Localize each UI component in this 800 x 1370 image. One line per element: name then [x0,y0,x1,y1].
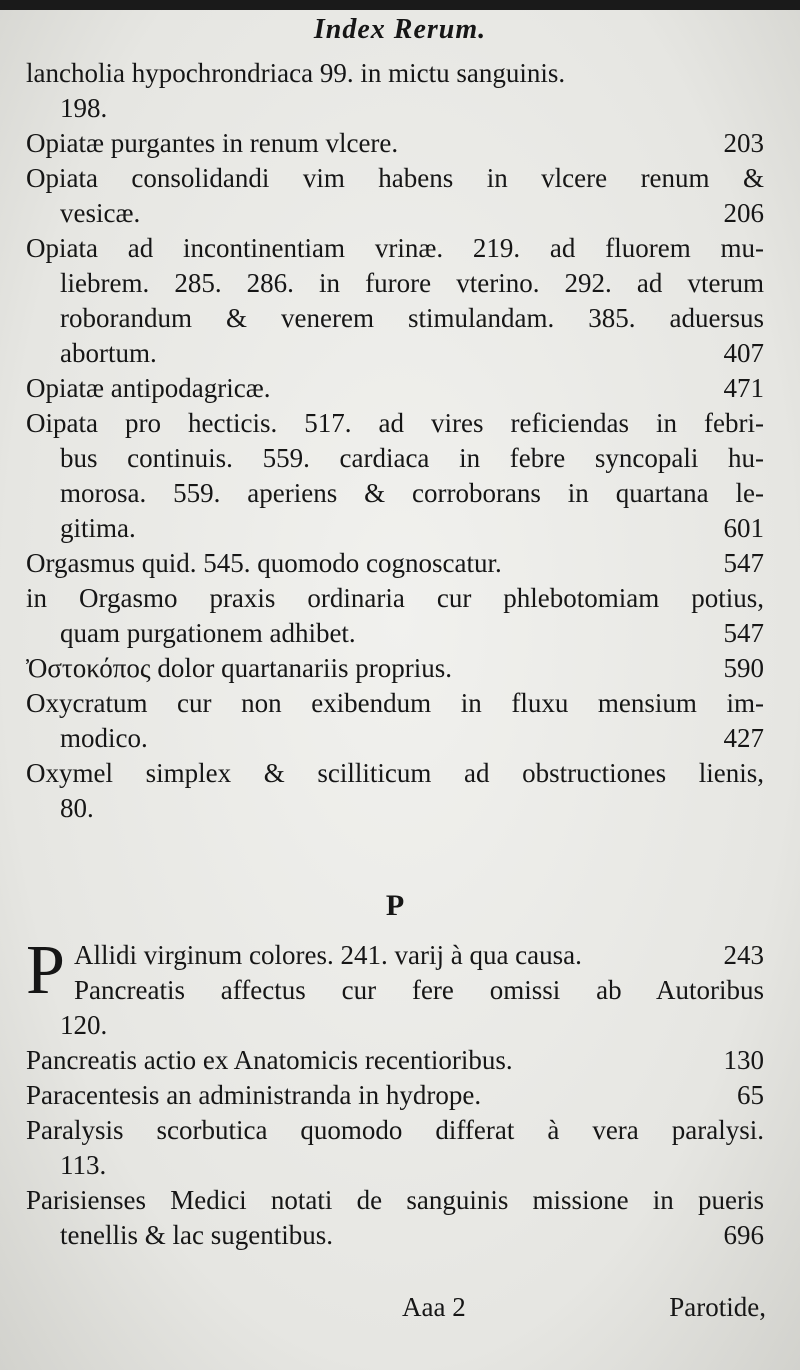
index-entry [26,1078,764,1113]
index-entry [26,581,764,651]
entry-text: Parisienses Medici notati de sanguinis missione in pueris [26,1185,764,1215]
page-number: 696 [723,1220,764,1250]
index-entry [26,1043,764,1078]
page-footer [0,1292,800,1332]
entry-text: Opiatæ purgantes in renum vlcere. [26,128,399,158]
entry-text: quam purgationem adhibet. [60,618,356,648]
entry-text: bus continuis. 559. cardiaca in febre syncopali hu- [60,443,764,473]
entry-text: 80. [60,793,94,823]
entry-text: Oxymel simplex & scilliticum ad obstructiones lienis, [26,758,764,788]
index-entry [26,371,764,406]
entry-text: lancholia hypochrondriaca 99. in mictu sanguinis. [26,58,566,88]
page-number: 407 [723,338,764,368]
index-entry [26,1113,764,1183]
page-number: 65 [737,1080,764,1110]
entry-text: Paralysis scorbutica quomodo differat à vera paralysi. [26,1115,764,1145]
scan-border [0,0,800,10]
index-entry [26,546,764,581]
drop-cap: P [26,932,65,1009]
index-entry [26,686,764,756]
section-letter: P [385,889,405,922]
entry-text: tenellis & lac sugentibus. [60,1220,333,1250]
index-entry [26,126,764,161]
entry-text: Opiata consolidandi vim habens in vlcere renum & [26,163,764,193]
page-number: 203 [723,128,764,158]
entry-text: gitima. [60,513,136,543]
page-number: 243 [723,940,764,970]
dropcap-entry [26,932,764,1009]
index-entry [26,1183,764,1253]
entry-text: Oxycratum cur non exibendum in fluxu mensium im- [26,688,764,718]
index-entry [26,91,764,126]
entry-text: morosa. 559. aperiens & corroborans in quartana le- [60,478,764,508]
index-entry [26,651,764,686]
index-entry [26,1008,764,1043]
entry-text: roborandum & venerem stimulandam. 385. aduersus [60,303,764,333]
signature-mark: Aaa 2 [402,1292,466,1322]
page-number: 601 [723,513,764,543]
entry-text: Pancreatis actio ex Anatomicis recentioribus. [26,1045,513,1075]
page-number: 547 [723,618,764,648]
entry-text: abortum. [60,338,157,368]
index-entry [26,56,764,91]
entry-text: 120. [60,1010,108,1040]
index-entries [26,56,764,1253]
entry-text: Ὀστοκόπος dolor quartanariis proprius. [26,653,453,683]
entry-text: in Orgasmo praxis ordinaria cur phlebotomiam potius, [26,583,764,613]
page-number: 206 [723,198,764,228]
entry-text: Orgasmus quid. 545. quomodo cognoscatur. [26,548,502,578]
entry-text: 198. [60,93,108,123]
page-number: 471 [723,373,764,403]
page-number: 590 [723,653,764,683]
entry-text: Opiata ad incontinentiam vrinæ. 219. ad fluorem mu- [26,233,764,263]
page-number: 427 [723,723,764,753]
page-number: 130 [723,1045,764,1075]
entry-text: Oipata pro hecticis. 517. ad vires reficiendas in febri- [26,408,764,438]
entry-text: Opiatæ antipodagricæ. [26,373,271,403]
catchword: Parotide, [669,1292,766,1322]
entry-text: vesicæ. [60,198,141,228]
entry-text: modico. [60,723,148,753]
entry-text: liebrem. 285. 286. in furore vterino. 292. ad vterum [60,268,764,298]
entry-text: Allidi virginum colores. 241. varij à qua causa. [74,940,582,970]
page-header: Index Rerum. [313,14,487,45]
page-number: 547 [723,548,764,578]
index-entry [26,161,764,231]
index-entry [26,406,764,546]
index-entry [26,231,764,371]
index-entry [26,756,764,826]
entry-text: 113. [60,1150,107,1180]
entry-text: Paracentesis an administranda in hydrope. [26,1080,482,1110]
entry-text: Pancreatis affectus cur fere omissi ab Autoribus [74,975,764,1005]
